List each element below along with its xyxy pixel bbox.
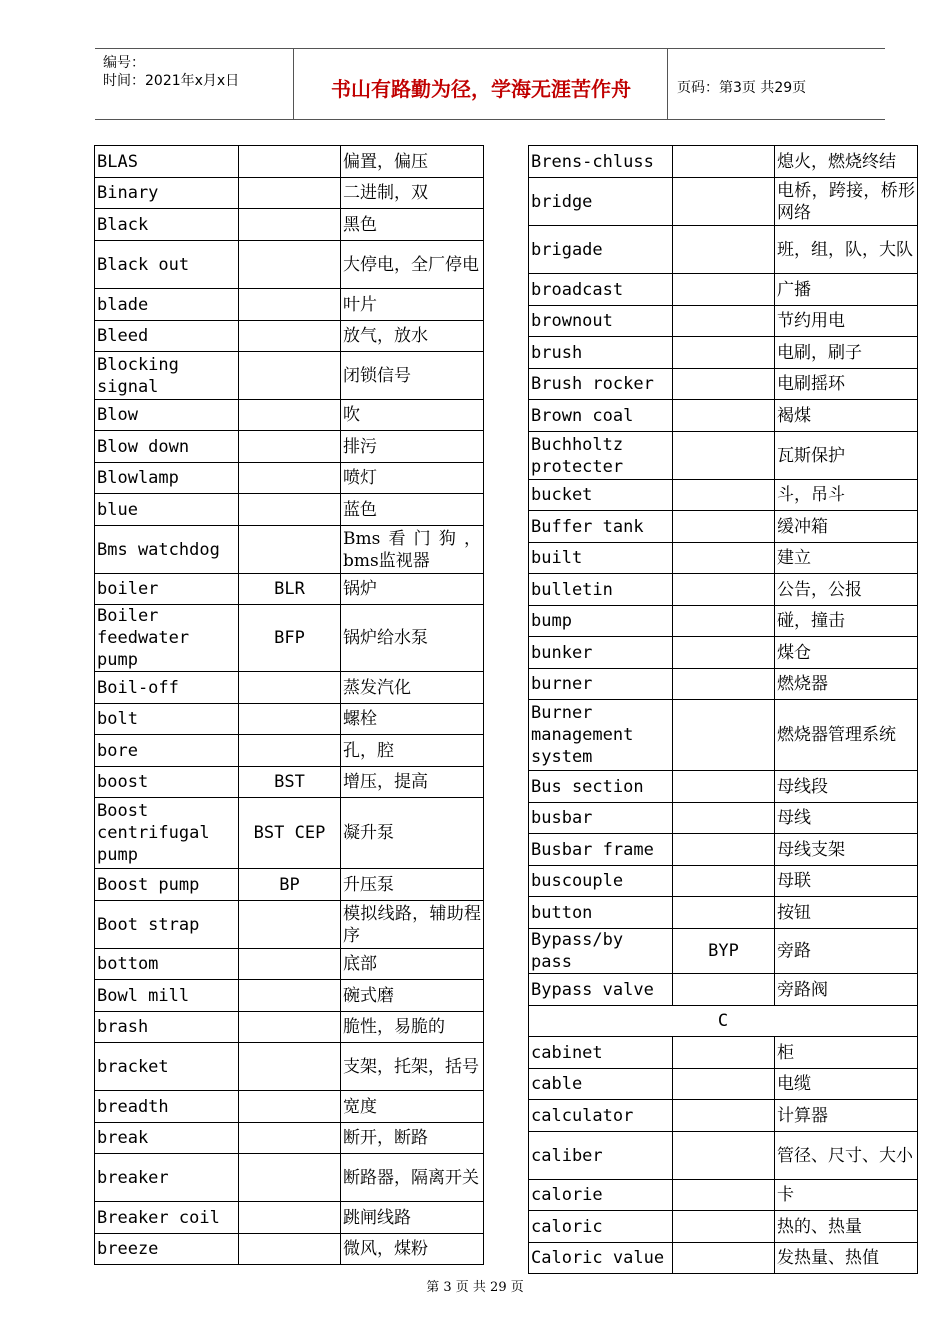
- term-english: Bowl mill: [95, 980, 239, 1012]
- term-chinese: 孔，腔: [341, 735, 484, 767]
- term-english: caliber: [529, 1132, 673, 1180]
- glossary-row: [529, 337, 918, 369]
- glossary-row: [95, 798, 484, 869]
- glossary-row: [529, 432, 918, 480]
- term-abbreviation: [673, 226, 775, 274]
- term-abbreviation: [673, 1132, 775, 1180]
- term-abbreviation: [673, 306, 775, 337]
- term-chinese: 母线段: [775, 771, 918, 803]
- term-chinese: 黑色: [341, 209, 484, 241]
- term-chinese: 电缆: [775, 1069, 918, 1100]
- term-abbreviation: [673, 1243, 775, 1274]
- term-abbreviation: [239, 289, 341, 321]
- glossary-row: [95, 1043, 484, 1091]
- term-abbreviation: [673, 771, 775, 803]
- term-chinese: 支架，托架，括号: [341, 1043, 484, 1091]
- term-english: bracket: [95, 1043, 239, 1091]
- term-chinese: 宽度: [341, 1091, 484, 1123]
- glossary-row: [95, 901, 484, 949]
- glossary-row: [95, 767, 484, 798]
- term-english: calculator: [529, 1100, 673, 1132]
- term-chinese: 缓冲箱: [775, 511, 918, 543]
- glossary-row: [95, 980, 484, 1012]
- term-abbreviation: [673, 369, 775, 400]
- term-english: Boot strap: [95, 901, 239, 949]
- term-abbreviation: [673, 574, 775, 606]
- term-english: bore: [95, 735, 239, 767]
- glossary-row: [529, 1243, 918, 1274]
- term-english: boiler: [95, 574, 239, 605]
- glossary-row: [529, 306, 918, 337]
- term-english: Boil-off: [95, 672, 239, 704]
- term-abbreviation: [239, 463, 341, 494]
- term-english: break: [95, 1123, 239, 1154]
- term-english: breadth: [95, 1091, 239, 1123]
- glossary-row: [529, 146, 918, 178]
- glossary-row: [95, 1202, 484, 1234]
- term-chinese: 跳闸线路: [341, 1202, 484, 1234]
- term-english: broadcast: [529, 274, 673, 306]
- term-abbreviation: [239, 901, 341, 949]
- glossary-row: [529, 700, 918, 771]
- term-abbreviation: [673, 803, 775, 834]
- term-chinese: 瓦斯保护: [775, 432, 918, 480]
- glossary-row: [529, 771, 918, 803]
- term-english: Binary: [95, 178, 239, 209]
- term-chinese: 电刷摇环: [775, 369, 918, 400]
- term-english: Buffer tank: [529, 511, 673, 543]
- header-time: 时间：2021年x月x日: [103, 73, 240, 89]
- term-english: bolt: [95, 704, 239, 735]
- term-abbreviation: [239, 980, 341, 1012]
- glossary-row: [95, 1234, 484, 1265]
- term-english: buscouple: [529, 866, 673, 897]
- term-chinese: 锅炉给水泵: [341, 605, 484, 672]
- term-abbreviation: [673, 897, 775, 929]
- term-abbreviation: [673, 480, 775, 511]
- term-abbreviation: [239, 352, 341, 400]
- term-chinese: 升压泵: [341, 869, 484, 901]
- term-abbreviation: BST CEP: [239, 798, 341, 869]
- term-english: brash: [95, 1012, 239, 1043]
- term-abbreviation: [239, 949, 341, 980]
- term-abbreviation: [673, 974, 775, 1006]
- term-english: calorie: [529, 1180, 673, 1211]
- term-abbreviation: [673, 637, 775, 669]
- term-chinese: 断路器，隔离开关: [341, 1154, 484, 1202]
- term-abbreviation: [673, 866, 775, 897]
- term-abbreviation: [673, 178, 775, 226]
- term-english: bulletin: [529, 574, 673, 606]
- term-chinese: 旁路阀: [775, 974, 918, 1006]
- glossary-row: [95, 431, 484, 463]
- glossary-row: [95, 1012, 484, 1043]
- term-chinese: 增压，提高: [341, 767, 484, 798]
- glossary-row: [95, 321, 484, 352]
- term-english: Brush rocker: [529, 369, 673, 400]
- glossary-row: [95, 1154, 484, 1202]
- term-english: caloric: [529, 1211, 673, 1243]
- glossary-row: [529, 1211, 918, 1243]
- term-chinese: 母线: [775, 803, 918, 834]
- glossary-row: [529, 480, 918, 511]
- term-english: Boiler feedwater pump: [95, 605, 239, 672]
- glossary-row: [529, 1132, 918, 1180]
- glossary-row: [95, 494, 484, 526]
- header-motto: 书山有路勤为径，学海无涯苦作舟: [331, 77, 631, 101]
- term-chinese: 底部: [341, 949, 484, 980]
- term-abbreviation: [673, 337, 775, 369]
- glossary-row: [529, 1037, 918, 1069]
- term-english: Blow: [95, 400, 239, 431]
- term-chinese: 熄火，燃烧终结: [775, 146, 918, 178]
- term-chinese: 模拟线路，辅助程序: [341, 901, 484, 949]
- term-english: Blocking signal: [95, 352, 239, 400]
- glossary-row: [529, 929, 918, 974]
- term-english: Bypass valve: [529, 974, 673, 1006]
- term-chinese: 公告，公报: [775, 574, 918, 606]
- term-chinese: 电刷，刷子: [775, 337, 918, 369]
- term-english: Blow down: [95, 431, 239, 463]
- glossary-row: [529, 274, 918, 306]
- term-abbreviation: [239, 704, 341, 735]
- glossary-row: [95, 672, 484, 704]
- term-chinese: 计算器: [775, 1100, 918, 1132]
- term-english: burner: [529, 669, 673, 700]
- term-chinese: 放气，放水: [341, 321, 484, 352]
- term-english: breaker: [95, 1154, 239, 1202]
- glossary-row: [95, 400, 484, 431]
- term-abbreviation: [239, 672, 341, 704]
- term-chinese: 按钮: [775, 897, 918, 929]
- term-english: Breaker coil: [95, 1202, 239, 1234]
- term-chinese: 微风，煤粉: [341, 1234, 484, 1265]
- term-chinese: 大停电，全厂停电: [341, 241, 484, 289]
- term-chinese: 蒸发汽化: [341, 672, 484, 704]
- term-chinese: 电桥，跨接，桥形网络: [775, 178, 918, 226]
- term-chinese: 建立: [775, 543, 918, 574]
- glossary-table-left: [94, 145, 484, 1265]
- term-english: Brens-chluss: [529, 146, 673, 178]
- term-abbreviation: [239, 241, 341, 289]
- term-english: button: [529, 897, 673, 929]
- term-abbreviation: [673, 400, 775, 432]
- term-chinese: 节约用电: [775, 306, 918, 337]
- term-abbreviation: [239, 1123, 341, 1154]
- term-abbreviation: [239, 1234, 341, 1265]
- term-abbreviation: [673, 1100, 775, 1132]
- term-english: Bms watchdog: [95, 526, 239, 574]
- term-chinese: 凝升泵: [341, 798, 484, 869]
- header-divider: [293, 49, 294, 119]
- term-abbreviation: [239, 1202, 341, 1234]
- term-abbreviation: [239, 1091, 341, 1123]
- term-chinese: 广播: [775, 274, 918, 306]
- term-english: bridge: [529, 178, 673, 226]
- glossary-row: [529, 897, 918, 929]
- term-english: boost: [95, 767, 239, 798]
- term-chinese: 燃烧器管理系统: [775, 700, 918, 771]
- term-abbreviation: BLR: [239, 574, 341, 605]
- term-chinese: 闭锁信号: [341, 352, 484, 400]
- term-chinese: 偏置，偏压: [341, 146, 484, 178]
- glossary-row: [95, 574, 484, 605]
- term-abbreviation: [673, 543, 775, 574]
- term-abbreviation: [673, 1211, 775, 1243]
- term-abbreviation: [239, 400, 341, 431]
- term-chinese: 母线支架: [775, 834, 918, 866]
- glossary-row: [95, 146, 484, 178]
- term-english: blue: [95, 494, 239, 526]
- term-chinese: 斗，吊斗: [775, 480, 918, 511]
- term-chinese: 锅炉: [341, 574, 484, 605]
- term-chinese: 喷灯: [341, 463, 484, 494]
- term-chinese: 热的、热量: [775, 1211, 918, 1243]
- term-chinese: 燃烧器: [775, 669, 918, 700]
- term-abbreviation: [239, 526, 341, 574]
- term-english: Bypass/by pass: [529, 929, 673, 974]
- glossary-row: [95, 209, 484, 241]
- glossary-row: [529, 637, 918, 669]
- term-english: Bus section: [529, 771, 673, 803]
- glossary-row: [529, 369, 918, 400]
- term-english: cabinet: [529, 1037, 673, 1069]
- glossary-row: [95, 704, 484, 735]
- glossary-table-right: [528, 145, 918, 1274]
- glossary-row: [529, 974, 918, 1006]
- term-english: Brown coal: [529, 400, 673, 432]
- term-english: Black out: [95, 241, 239, 289]
- term-chinese: 班，组，队，大队: [775, 226, 918, 274]
- glossary-row: [529, 803, 918, 834]
- glossary-row: [95, 605, 484, 672]
- term-abbreviation: [673, 274, 775, 306]
- term-chinese: 螺栓: [341, 704, 484, 735]
- term-english: breeze: [95, 1234, 239, 1265]
- glossary-row: [529, 834, 918, 866]
- glossary-row: [529, 543, 918, 574]
- term-abbreviation: [239, 1012, 341, 1043]
- term-chinese: 管径、尺寸、大小: [775, 1132, 918, 1180]
- header-page-number: 页码：第3页 共29页: [677, 80, 807, 96]
- term-chinese: 断开，断路: [341, 1123, 484, 1154]
- term-chinese: 卡: [775, 1180, 918, 1211]
- term-abbreviation: [239, 431, 341, 463]
- term-english: Caloric value: [529, 1243, 673, 1274]
- section-header-row: [529, 1006, 918, 1037]
- term-abbreviation: [673, 1180, 775, 1211]
- term-english: built: [529, 543, 673, 574]
- glossary-row: [529, 511, 918, 543]
- term-english: Burner management system: [529, 700, 673, 771]
- term-abbreviation: [239, 321, 341, 352]
- term-abbreviation: [673, 146, 775, 178]
- term-chinese: 煤仓: [775, 637, 918, 669]
- page-header: [95, 48, 885, 120]
- glossary-row: [529, 1180, 918, 1211]
- term-abbreviation: [239, 178, 341, 209]
- term-english: cable: [529, 1069, 673, 1100]
- term-chinese: 蓝色: [341, 494, 484, 526]
- term-english: bunker: [529, 637, 673, 669]
- glossary-row: [529, 574, 918, 606]
- term-english: Busbar frame: [529, 834, 673, 866]
- term-chinese: 柜: [775, 1037, 918, 1069]
- term-chinese: 母联: [775, 866, 918, 897]
- glossary-row: [529, 1100, 918, 1132]
- glossary-row: [529, 669, 918, 700]
- glossary-row: [95, 735, 484, 767]
- term-english: busbar: [529, 803, 673, 834]
- term-chinese: 排污: [341, 431, 484, 463]
- glossary-row: [529, 226, 918, 274]
- term-abbreviation: [673, 669, 775, 700]
- term-english: brownout: [529, 306, 673, 337]
- term-chinese: 吹: [341, 400, 484, 431]
- term-abbreviation: [239, 494, 341, 526]
- term-chinese: 碗式磨: [341, 980, 484, 1012]
- term-abbreviation: [673, 606, 775, 637]
- term-abbreviation: [673, 1037, 775, 1069]
- term-english: brigade: [529, 226, 673, 274]
- glossary-row: [95, 869, 484, 901]
- term-abbreviation: [239, 1154, 341, 1202]
- glossary-row: [95, 178, 484, 209]
- section-letter: C: [529, 1006, 918, 1037]
- term-abbreviation: [239, 735, 341, 767]
- header-divider: [667, 49, 668, 119]
- term-abbreviation: BFP: [239, 605, 341, 672]
- term-english: bottom: [95, 949, 239, 980]
- term-abbreviation: [673, 1069, 775, 1100]
- term-chinese: 旁路: [775, 929, 918, 974]
- term-chinese: 发热量、热值: [775, 1243, 918, 1274]
- term-abbreviation: [673, 432, 775, 480]
- glossary-row: [95, 1091, 484, 1123]
- term-english: bucket: [529, 480, 673, 511]
- term-english: Boost centrifugal pump: [95, 798, 239, 869]
- term-chinese: Bms看门狗，bms监视器: [341, 526, 484, 574]
- glossary-row: [95, 352, 484, 400]
- glossary-row: [529, 866, 918, 897]
- glossary-row: [95, 289, 484, 321]
- glossary-row: [529, 606, 918, 637]
- term-abbreviation: [239, 146, 341, 178]
- term-abbreviation: [239, 209, 341, 241]
- term-english: Black: [95, 209, 239, 241]
- term-abbreviation: BST: [239, 767, 341, 798]
- header-meta: [103, 54, 239, 90]
- term-chinese: 叶片: [341, 289, 484, 321]
- term-abbreviation: BYP: [673, 929, 775, 974]
- term-chinese: 二进制，双: [341, 178, 484, 209]
- term-abbreviation: BP: [239, 869, 341, 901]
- term-english: Boost pump: [95, 869, 239, 901]
- term-english: Bleed: [95, 321, 239, 352]
- glossary-row: [529, 1069, 918, 1100]
- glossary-row: [95, 241, 484, 289]
- glossary-row: [95, 949, 484, 980]
- term-chinese: 碰，撞击: [775, 606, 918, 637]
- term-abbreviation: [239, 1043, 341, 1091]
- term-abbreviation: [673, 834, 775, 866]
- term-chinese: 褐煤: [775, 400, 918, 432]
- term-english: Blowlamp: [95, 463, 239, 494]
- glossary-row: [95, 526, 484, 574]
- term-abbreviation: [673, 511, 775, 543]
- term-english: BLAS: [95, 146, 239, 178]
- glossary-row: [95, 463, 484, 494]
- term-english: bump: [529, 606, 673, 637]
- glossary-row: [529, 178, 918, 226]
- term-english: blade: [95, 289, 239, 321]
- glossary-row: [529, 400, 918, 432]
- glossary-row: [95, 1123, 484, 1154]
- term-english: brush: [529, 337, 673, 369]
- term-english: Buchholtz protecter: [529, 432, 673, 480]
- header-number-label: 编号：: [103, 55, 145, 71]
- term-abbreviation: [673, 700, 775, 771]
- term-chinese: 脆性，易脆的: [341, 1012, 484, 1043]
- page-footer: 第 3 页 共 29 页: [426, 1280, 524, 1295]
